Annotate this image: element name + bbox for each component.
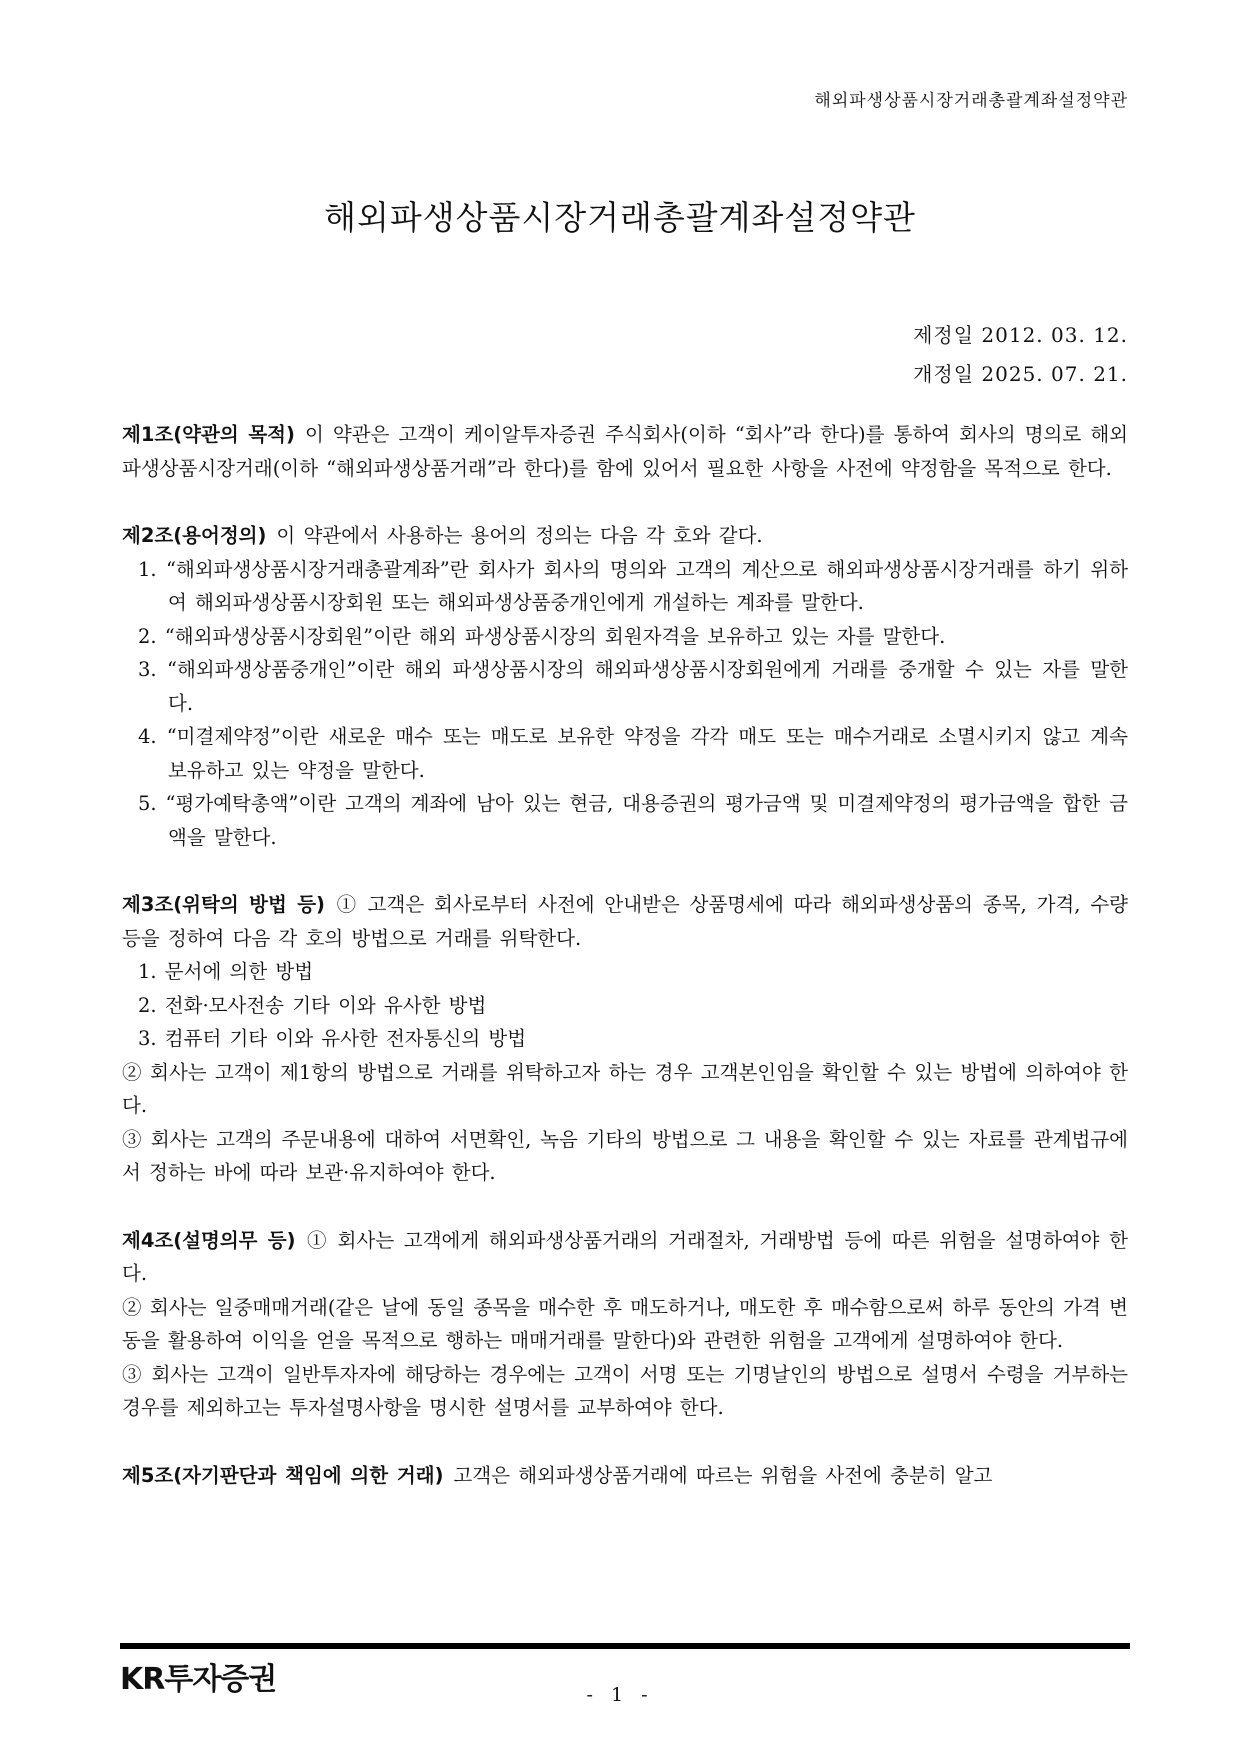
article-4 [122, 1224, 1128, 1425]
article-2 [122, 519, 1128, 854]
article-heading: 제5조(자기판단과 책임에 의한 거래) [122, 1463, 444, 1487]
list-item: 2. 전화·모사전송 기타 이와 유사한 방법 [138, 993, 487, 1017]
company-logo: KR투자증권 [120, 1662, 277, 1697]
article-text: 고객은 해외파생상품거래에 따르는 위험을 사전에 충분히 알고 [453, 1463, 993, 1487]
definition-list [122, 553, 1128, 855]
article-text: ① 회사는 고객에게 해외파생상품거래의 거래절차, 거래방법 등에 따른 위험을 설명하여야 한다. [122, 1228, 1128, 1285]
article-text: ① 고객은 회사로부터 사전에 안내받은 상품명세에 따라 해외파생상품의 종목, 가격, 수량 등을 정하여 다음 각 호의 방법으로 거래를 위탁한다. [122, 893, 1128, 950]
article-heading: 제2조(용어정의) [122, 524, 267, 547]
document-title: 해외파생상품시장거래총괄계좌설정약관 [324, 198, 916, 237]
page-number: - 1 - [586, 1684, 654, 1706]
running-header: 해외파생상품시장거래총괄계좌설정약관 [814, 91, 1128, 111]
revised-date: 개정일 2025. 07. 21. [913, 362, 1128, 386]
document-body [122, 418, 1128, 1526]
enacted-date: 제정일 2012. 03. 12. [913, 323, 1128, 347]
article-paragraph: ③ 회사는 고객의 주문내용에 대하여 서면확인, 녹음 기타의 방법으로 그 내용을 확인할 수 있는 자료를 관계법규에서 정하는 바에 따라 보관·유지하여야 한다. [122, 1127, 1128, 1184]
article-paragraph: ② 회사는 고객이 제1항의 방법으로 거래를 위탁하고자 하는 경우 고객본인임을 확인할 수 있는 방법에 의하여야 한다. [122, 1060, 1128, 1117]
article-paragraph [122, 888, 1128, 955]
method-list [122, 955, 1128, 1056]
article-paragraph [122, 519, 1128, 553]
list-item: 3. “해외파생상품중개인”이란 해외 파생상품시장의 해외파생상품시장회원에게 거래를 중개할 수 있는 자를 말한다. [138, 658, 1128, 715]
article-paragraph: ③ 회사는 고객이 일반투자자에 해당하는 경우에는 고객이 서명 또는 기명날인의 방법으로 설명서 수령을 거부하는 경우를 제외하고는 투자설명사항을 명시한 설명서를 교부하여야 한다. [122, 1362, 1128, 1419]
footer-rule [120, 1643, 1130, 1649]
article-paragraph [122, 1459, 1128, 1493]
article-paragraph [122, 418, 1128, 485]
article-heading: 제1조(약관의 목적) [122, 423, 295, 446]
article-text: 이 약관은 고객이 케이알투자증권 주식회사(이하 “회사”라 한다)를 통하여 회사의 명의로 해외파생상품시장거래(이하 “해외파생상품거래”라 한다)를 함에 있어서 필요한 사항을 사전에 약정함을 목적으로 한다. [122, 423, 1128, 480]
list-item: 1. “해외파생상품시장거래총괄계좌”란 회사가 회사의 명의와 고객의 계산으로 해외파생상품시장거래를 하기 위하여 해외파생상품시장회원 또는 해외파생상품중개인에게 개설하는 계좌를 말한다. [138, 557, 1128, 614]
article-heading: 제4조(설명의무 등) [122, 1228, 296, 1252]
article-paragraph [122, 1224, 1128, 1291]
list-item: 4. “미결제약정”이란 새로운 매수 또는 매도로 보유한 약정을 각각 매도 또는 매수거래로 소멸시키지 않고 계속 보유하고 있는 약정을 말한다. [138, 725, 1128, 782]
article-3 [122, 888, 1128, 1190]
list-item: 2. “해외파생상품시장회원”이란 해외 파생상품시장의 회원자격을 보유하고 있는 자를 말한다. [138, 624, 946, 648]
article-heading: 제3조(위탁의 방법 등) [122, 893, 325, 916]
date-block [913, 316, 1128, 394]
list-item: 1. 문서에 의한 방법 [138, 960, 314, 983]
article-paragraph: ② 회사는 일중매매거래(같은 날에 동일 종목을 매수한 후 매도하거나, 매도한 후 매수함으로써 하루 동안의 가격 변동을 활용하여 이익을 얻을 목적으로 행하는 매매거래를 말한다)와 관련한 위험을 고객에게 설명하여야 한다. [122, 1295, 1128, 1352]
article-1 [122, 418, 1128, 485]
list-item: 3. 컴퓨터 기타 이와 유사한 전자통신의 방법 [138, 1027, 527, 1050]
article-5 [122, 1459, 1128, 1493]
list-item: 5. “평가예탁총액”이란 고객의 계좌에 남아 있는 현금, 대용증권의 평가금액 및 미결제약정의 평가금액을 합한 금액을 말한다. [138, 792, 1128, 849]
article-text: 이 약관에서 사용하는 용어의 정의는 다음 각 호와 같다. [276, 524, 763, 547]
